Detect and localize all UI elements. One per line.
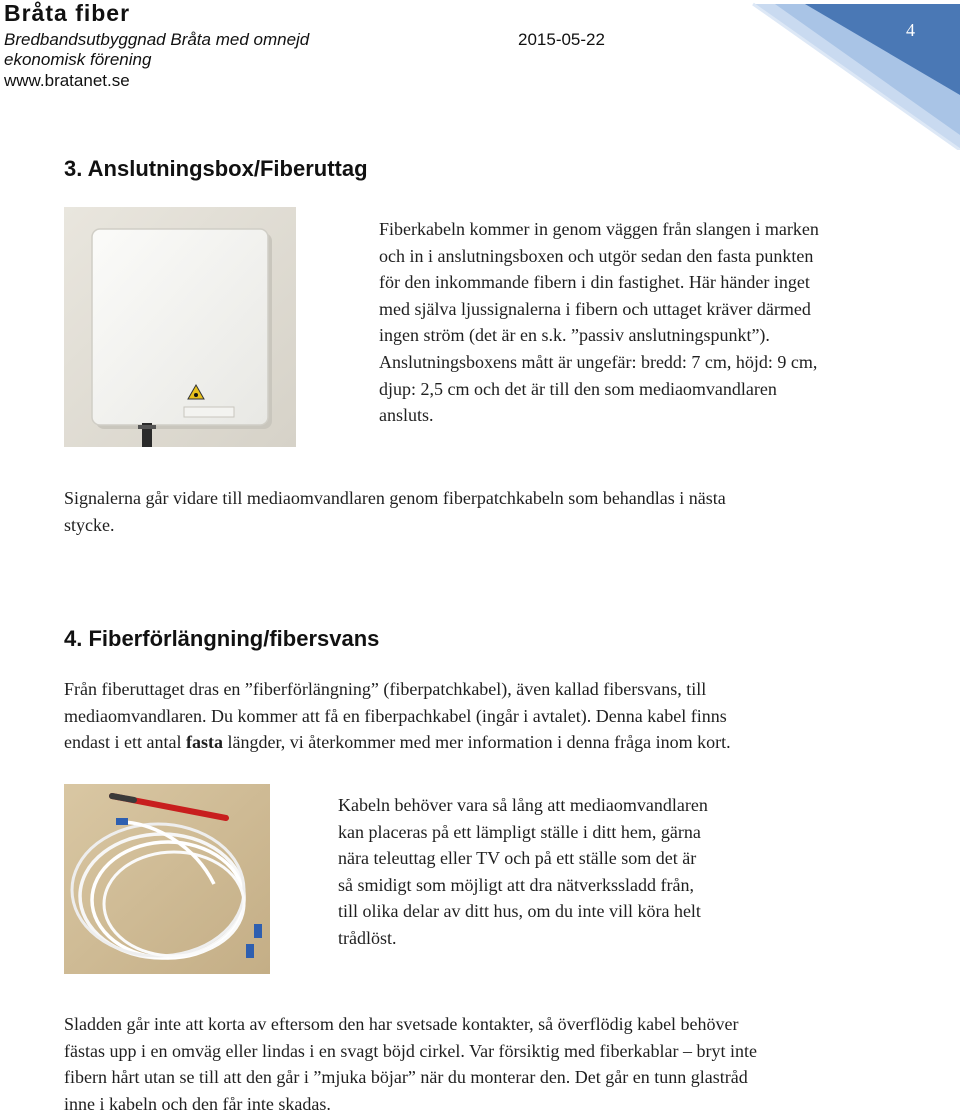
signals-paragraph [64,485,904,538]
corner-decoration [745,0,960,150]
text-line: ingen ström (det är en s.k. ”passiv anslutningspunkt”). [379,325,770,346]
text-line: Sladden går inte att korta av eftersom den har svetsade kontakter, så överflödig kabel behöver [64,1014,739,1034]
text-fragment: längder, vi återkommer med mer information i denna fråga inom kort. [222,732,731,753]
text-line: fästas upp i en omväg eller lindas i en svagt böjd cirkel. Var försiktig med fiberkablar – bryt inte [64,1040,757,1061]
organization-subtitle: Bredbandsutbyggnad Bråta med omnejd [4,30,310,49]
fiber-extension-paragraph [64,676,914,756]
section-heading: 3. Anslutningsbox/Fiberuttag [64,156,368,181]
text-line: fibern hårt utan se till att den går i ”mjuka böjar” när du monterar den. Det går en tunn glastråd [64,1067,748,1088]
text-line: och in i anslutningsboxen och utgör sedan den fasta punkten [379,245,814,266]
text-line: för den inkommande fibern i din fastighet. Här händer inget [379,272,810,293]
section-heading: 4. Fiberförlängning/fibersvans [64,626,380,651]
text-line: med själva ljussignalerna i fibern och uttaget kräver därmed [379,298,811,319]
text-line: Anslutningsboxens mått är ungefär: bredd: 7 cm, höjd: 9 cm, [379,351,818,372]
text-line: till olika delar av ditt hus, om du inte vill köra helt [338,901,701,922]
fiber-patch-cable-photo [64,784,270,974]
text-line: så smidigt som möjligt att dra nätverkssladd från, [338,874,694,895]
text-line: Signalerna går vidare till mediaomvandlaren genom fiberpatchkabeln som behandlas i nästa [64,488,726,508]
document-date: 2015-05-22 [518,30,605,49]
text-line: Kabeln behöver vara så lång att mediaomvandlaren [338,795,708,815]
text-line: nära teleuttag eller TV och på ett ställe som det är [338,848,697,869]
text-line: Från fiberuttaget dras en ”fiberförlängning” (fiberpatchkabel), även kallad fibersvans, till [64,679,707,699]
cable-length-paragraph [338,792,768,952]
text-line: Fiberkabeln kommer in genom väggen från slangen i marken [379,219,819,239]
page-number: 4 [906,20,915,40]
organization-name: Bråta fiber [4,0,131,26]
text-line: inne i kabeln och den får inte skadas. [64,1093,331,1114]
text-line: stycke. [64,514,115,535]
fiber-connection-box-photo [64,207,296,447]
bold-text: fasta [185,732,223,753]
text-fragment: endast i ett antal [64,732,186,753]
cable-handling-paragraph [64,1011,894,1117]
organization-type: ekonomisk förening [4,50,152,69]
text-line: trådlöst. [338,927,397,948]
text-line: djup: 2,5 cm och det är till den som mediaomvandlaren [379,378,777,399]
text-line [64,729,914,756]
connection-box-description [379,216,889,429]
text-line: mediaomvandlaren. Du kommer att få en fiberpachkabel (ingår i avtalet). Denna kabel finns [64,705,727,726]
text-line: kan placeras på ett lämpligt ställe i ditt hem, gärna [338,821,701,842]
text-line: ansluts. [379,405,434,426]
website-link[interactable]: www.bratanet.se [4,71,130,90]
